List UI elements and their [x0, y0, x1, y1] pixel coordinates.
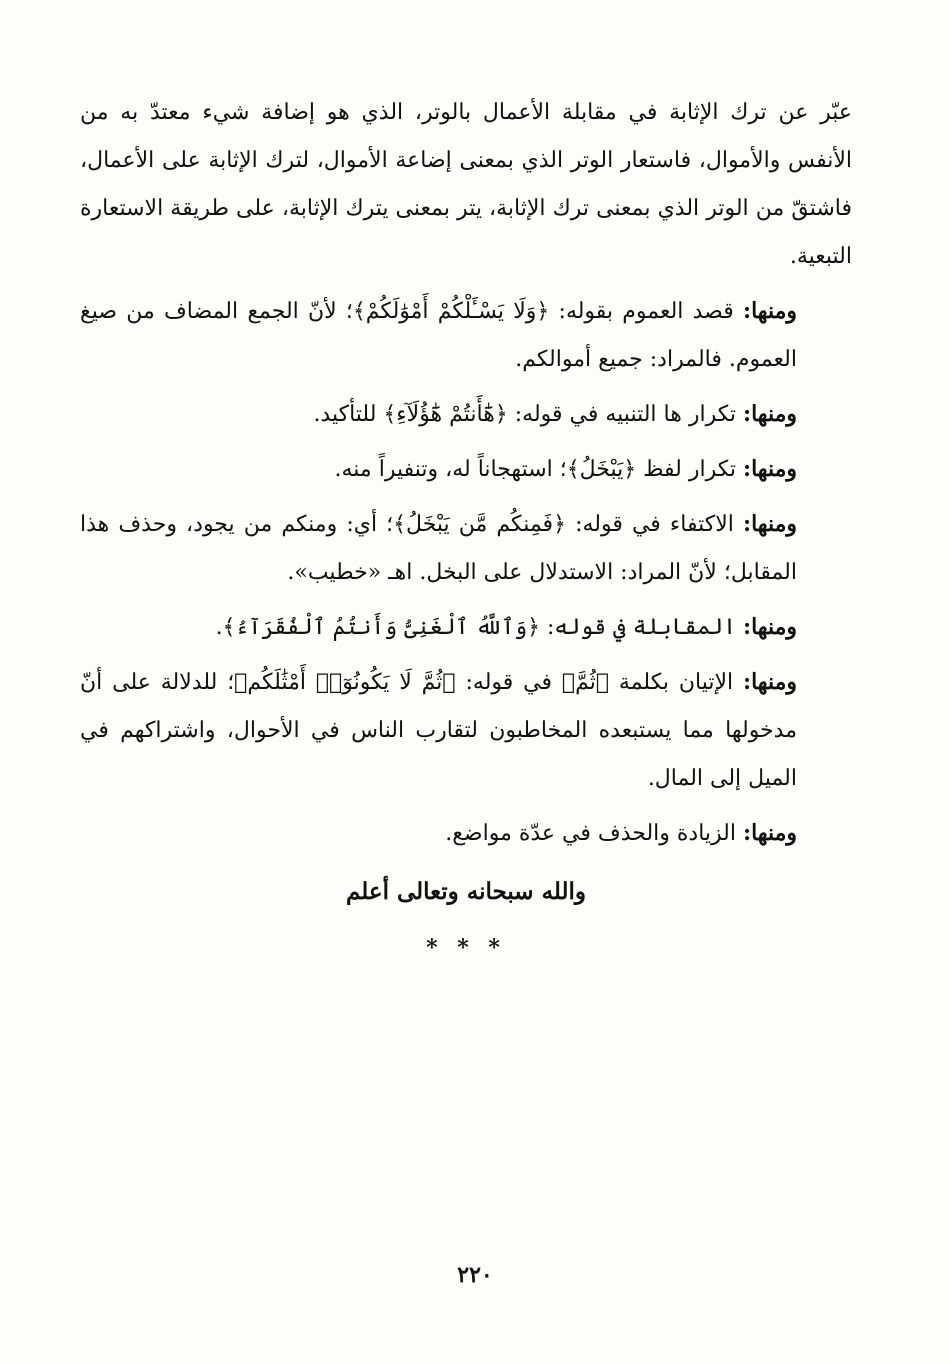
paragraph-text: الاكتفاء في قوله: ﴿فَمِنكُم مَّن يَبْخَلُ﴾؛ أي: ومنكم من يجود، وحذف هذا المقابل؛ لأنّ المراد: الاستدلال على البخل. اهـ «خطيب». [80, 512, 797, 585]
paragraph-lead: ومنها: [742, 298, 797, 324]
paragraph [80, 809, 852, 858]
paragraph-text: تكرار ها التنبيه في قوله: ﴿هَٰٓأَنتُمْ هَٰٓؤُلَآءِ﴾ للتأكيد. [313, 402, 743, 427]
paragraph [80, 88, 852, 281]
paragraph-lead: ومنها: [742, 401, 797, 427]
paragraph-text: عبّر عن ترك الإثابة في مقابلة الأعمال بالوتر، الذي هو إضافة شيء معتدّ به من الأنفس والأموال، فاستعار الوتر الذي بمعنى إضاعة الأموال، لترك الإثابة على الأعمال، فاشتقّ من الوتر الذي بمعنى ترك الإثابة، يتر بمعنى يترك الإثابة، على طريقة الاستعارة التبعية. [80, 100, 852, 269]
paragraph-text: الإتيان بكلمة ﴿ثُمَّ﴾ في قوله: ﴿ثُمَّ لَا يَكُونُوٓا۟ أَمْثَٰلَكُم﴾؛ للدلالة على أنّ مدخولها مما يستبعده المخاطبون لتقارب الناس في الأحوال، واشتراكهم في الميل إلى المال. [80, 670, 797, 791]
paragraph [80, 390, 852, 439]
paragraph-text: المقابلة في قوله: ﴿وَٱللَّهُ ٱلْغَنِىُّ وَأَنتُمُ ٱلْفُقَرَآءُ﴾. [215, 615, 743, 640]
paragraph-lead: ومنها: [742, 669, 797, 695]
paragraph-lead: ومنها: [742, 456, 797, 482]
paragraph-lead: ومنها: [742, 614, 797, 640]
paragraph [80, 500, 852, 597]
closing-line: والله سبحانه وتعالى أعلم [345, 878, 587, 905]
paragraph [80, 658, 852, 803]
paragraph [80, 287, 852, 384]
paragraph-lead: ومنها: [742, 820, 797, 846]
section-separator: * * * [426, 935, 506, 961]
paragraph-text: تكرار لفظ ﴿يَبْخَلُ﴾؛ استهجاناً له، وتنفيراً منه. [334, 457, 743, 482]
paragraph-lead: ومنها: [742, 511, 797, 537]
page-number: ٢٢٠ [457, 1262, 493, 1288]
document-body [80, 88, 852, 972]
paragraph [80, 603, 852, 652]
paragraph-text: قصد العموم بقوله: ﴿وَلَا يَسْـَٔلْكُمْ أَمْوَٰلَكُمْ﴾؛ لأنّ الجمع المضاف من صيغ العموم. فالمراد: جميع أموالكم. [80, 299, 797, 372]
paragraph [80, 445, 852, 494]
paragraph-text: الزيادة والحذف في عدّة مواضع. [445, 821, 743, 846]
